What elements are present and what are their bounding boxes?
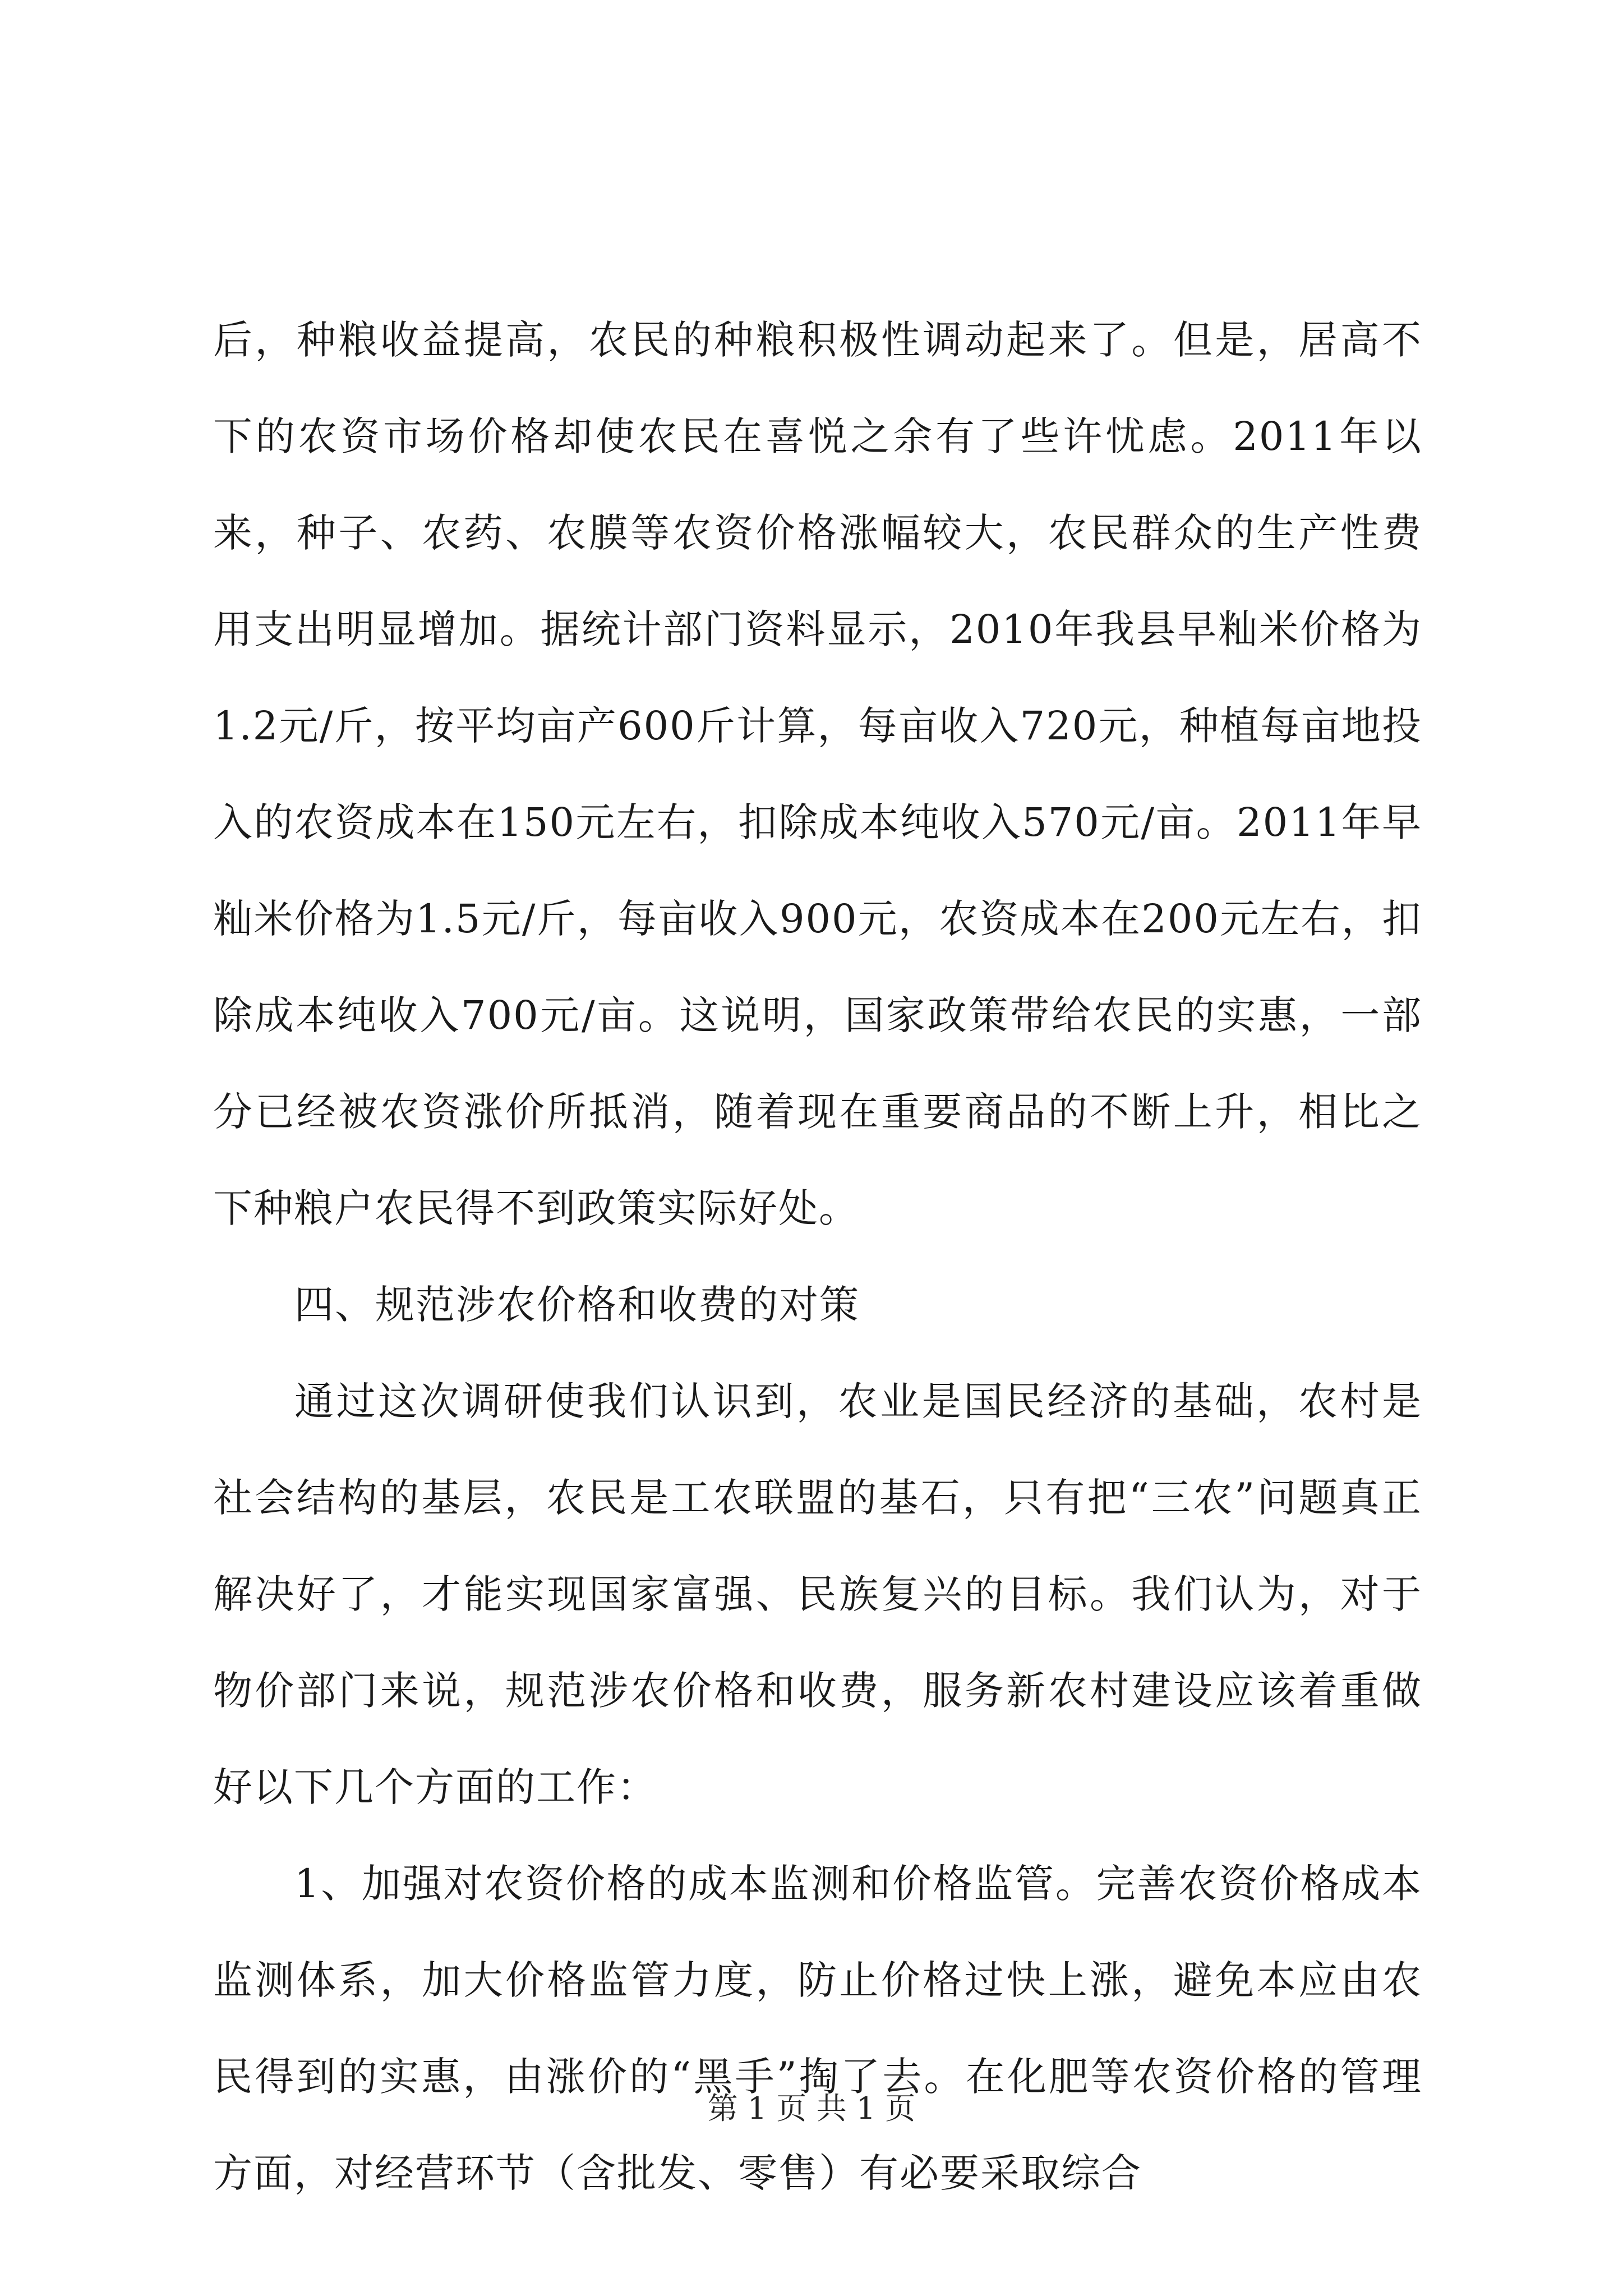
paragraph-continuation: 后，种粮收益提高，农民的种粮积极性调动起来了。但是，居高不下的农资市场价格却使农民在喜悦之余有了些许忧虑。2011年以来，种子、农药、农膜等农资价格涨幅较大，农民群众的生产性费用支出明显增加。据统计部门资料显示，2010年我县早籼米价格为1.2元/斤，按平均亩产600斤计算，每亩收入720元，种植每亩地投入的农资成本在150元左右，扣除成本纯收入570元/亩。2011年早籼米价格为1.5元/斤，每亩收入900元，农资成本在200元左右，扣除成本纯收入700元/亩。这说明，国家政策带给农民的实惠，一部分已经被农资涨价所抵消，随着现在重要商品的不断上升，相比之下种粮户农民得不到政策实际好处。 [213, 317, 1422, 1231]
document-body [213, 292, 1422, 2221]
page-footer: 第 1 页 共 1 页 [707, 2091, 916, 2126]
paragraph-measure-1: 1、加强对农资价格的成本监测和价格监管。完善农资价格成本监测体系，加大价格监管力度，防止价格过快上涨，避免本应由农民得到的实惠，由涨价的“黑手”掏了去。在化肥等农资价格的管理方面，对经营环节（含批发、零售）有必要采取综合 [213, 1861, 1422, 2196]
section-heading: 四、规范涉农价格和收费的对策 [294, 1282, 860, 1328]
paragraph-research-findings: 通过这次调研使我们认识到，农业是国民经济的基础，农村是社会结构的基层，农民是工农联盟的基石，只有把“三农”问题真正解决好了，才能实现国家富强、民族复兴的目标。我们认为，对于物价部门来说，规范涉农价格和收费，服务新农村建设应该着重做好以下几个方面的工作： [213, 1378, 1422, 1810]
